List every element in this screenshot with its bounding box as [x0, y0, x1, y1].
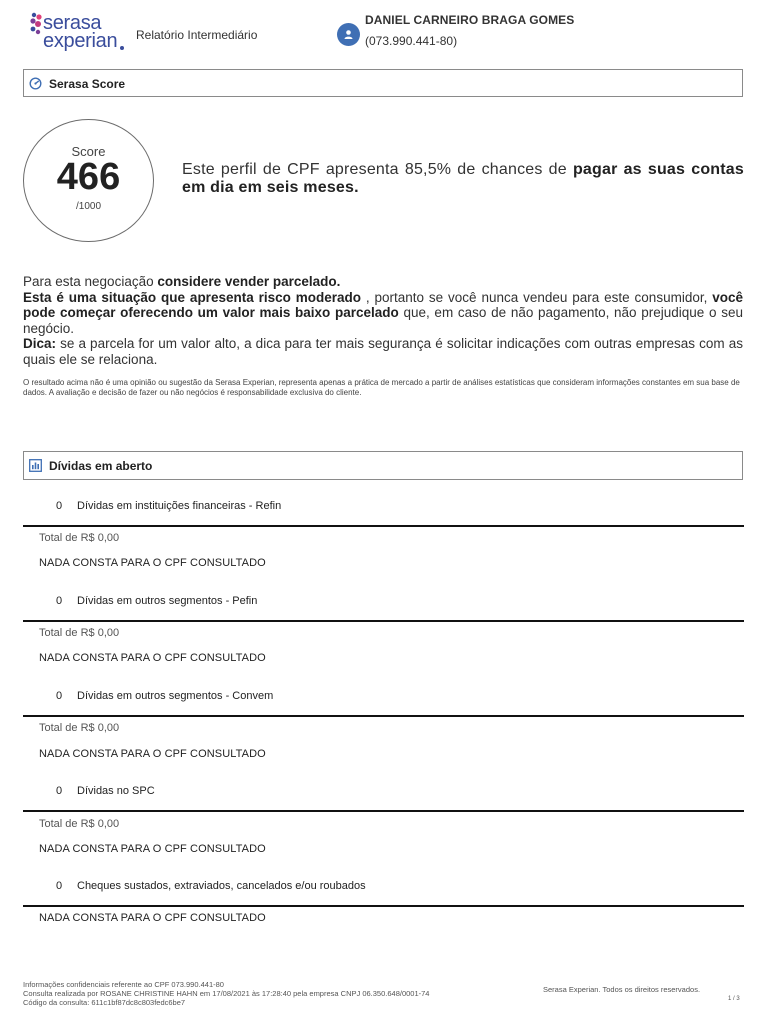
advice-highlight: considere vender parcelado.: [157, 274, 341, 289]
debt-count: 0: [56, 880, 63, 892]
debt-category-label: Dívidas em outros segmentos - Convem: [77, 690, 274, 702]
debt-total: Total de R$ 0,00: [39, 722, 120, 734]
person-name: DANIEL CARNEIRO BRAGA GOMES: [365, 13, 575, 27]
debt-status: NADA CONSTA PARA O CPF CONSULTADO: [39, 748, 266, 760]
section-title: Serasa Score: [49, 77, 126, 91]
advice-paragraph-1: [23, 274, 743, 290]
debt-status: NADA CONSTA PARA O CPF CONSULTADO: [39, 912, 266, 924]
debt-category-label: Cheques sustados, extraviados, cancelados e/ou roubados: [77, 880, 366, 892]
serasa-score-section-header: [23, 69, 743, 97]
debt-count: 0: [56, 595, 63, 607]
debt-count: 0: [56, 785, 63, 797]
debt-status: NADA CONSTA PARA O CPF CONSULTADO: [39, 843, 266, 855]
score-description-highlight: pagar as suas contas em dia em seis meses.: [182, 161, 744, 196]
avatar: [337, 23, 360, 46]
advice-text: Para esta negociação: [23, 274, 158, 289]
score-max: /1000: [75, 201, 102, 212]
chart-icon: [29, 459, 42, 472]
debt-divider: [23, 905, 744, 907]
gauge-icon: [29, 77, 42, 90]
debt-total: Total de R$ 0,00: [39, 818, 120, 830]
debt-status: NADA CONSTA PARA O CPF CONSULTADO: [39, 652, 266, 664]
debt-total: Total de R$ 0,00: [39, 532, 120, 544]
advice-tip-label: Dica:: [23, 336, 57, 351]
debt-total: Total de R$ 0,00: [39, 627, 120, 639]
debt-status: NADA CONSTA PARA O CPF CONSULTADO: [39, 557, 266, 569]
score-description-text: Este perfil de CPF apresenta 85,5% de chances de: [182, 161, 573, 178]
debt-category-label: Dívidas no SPC: [77, 785, 155, 797]
logo-text-experian: experian: [43, 30, 118, 52]
debt-count: 0: [56, 690, 63, 702]
footer-confidential: Informações confidenciais referente ao CPF 073.990.441-80: [23, 980, 224, 989]
logo-dots-icon: [30, 12, 44, 38]
logo-trailing-dot: [120, 46, 124, 50]
debt-divider: [23, 715, 744, 717]
report-type: Relatório Intermediário: [136, 28, 258, 42]
footer-rights: Serasa Experian. Todos os direitos reservados.: [543, 985, 701, 994]
logo-text-serasa: serasa: [43, 12, 102, 34]
debt-divider: [23, 810, 744, 812]
person-cpf: (073.990.441-80): [365, 34, 458, 48]
score-label: Score: [71, 144, 106, 159]
disclaimer: O resultado acima não é uma opinião ou sugestão da Serasa Experian, representa apenas a prática de mercado a partir de análises estatísticas que consideram informações constantes em sua base de dados. A avaliação e decisão de fazer ou não negócios é responsabilidade exclusiva do cliente.: [23, 378, 740, 397]
advice-text: que, em caso de não pagamento, não prejudique o seu negócio.: [23, 305, 743, 336]
footer-info: [23, 980, 429, 1007]
negotiation-advice: [23, 274, 743, 367]
score-description: [182, 161, 744, 197]
footer-query-info: Consulta realizada por ROSANE CHRISTINE HAHN em 17/08/2021 às 17:28:40 pela empresa CNPJ 06.350.648/0001-74: [23, 989, 430, 998]
advice-text: , portanto se você nunca vendeu para este consumidor,: [361, 289, 713, 305]
user-icon: [342, 28, 355, 41]
score-value: 466: [56, 156, 121, 198]
section-title: Dívidas em aberto: [49, 459, 153, 473]
serasa-experian-logo: [30, 12, 126, 54]
debt-divider: [23, 620, 744, 622]
advice-highlight: Esta é uma situação que apresenta risco moderado: [23, 289, 361, 305]
debt-category-label: Dívidas em outros segmentos - Pefin: [77, 595, 258, 607]
debt-category-label: Dívidas em instituições financeiras - Refin: [77, 500, 282, 512]
footer-query-code: Código da consulta: 611c1bf87dc8c803fedc6be7: [23, 998, 186, 1007]
advice-highlight: você pode começar oferecendo um valor mais baixo parcelado: [23, 289, 743, 320]
advice-paragraph-2: [23, 290, 743, 337]
debt-divider: [23, 525, 744, 527]
advice-paragraph-3: [23, 336, 743, 367]
advice-text: se a parcela for um valor alto, a dica para ter mais segurança é solicitar indicações com outras empresas com as quais ele se relaciona.: [23, 336, 743, 367]
debt-count: 0: [56, 500, 63, 512]
page-number: 1 / 3: [728, 996, 740, 1002]
debts-section-header: [23, 451, 743, 480]
